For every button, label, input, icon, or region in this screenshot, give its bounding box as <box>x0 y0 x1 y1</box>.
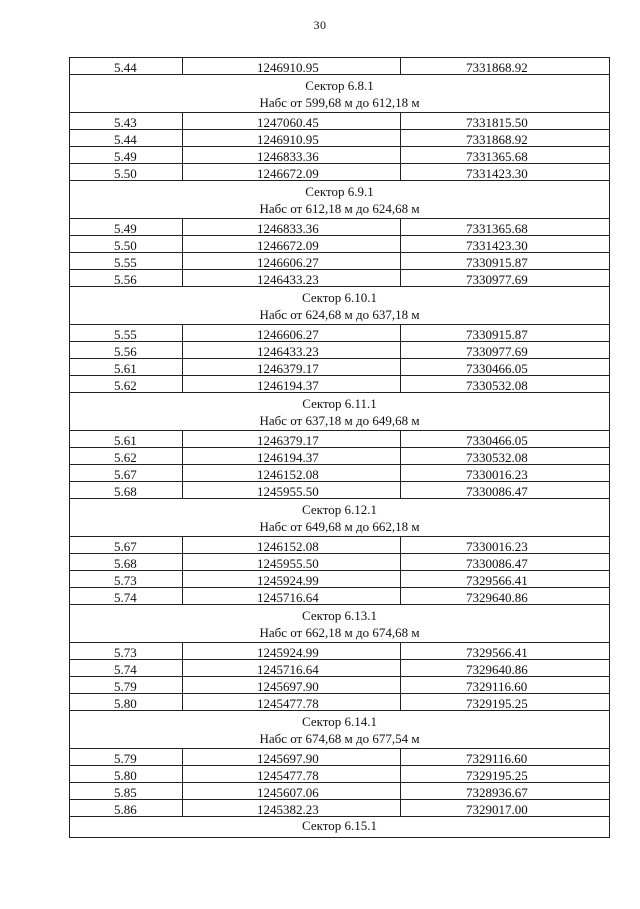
y-coordinate: 7330915.87 <box>401 325 610 342</box>
y-coordinate: 7330915.87 <box>401 253 610 270</box>
table-row <box>70 749 610 766</box>
y-coordinate: 7329640.86 <box>401 588 610 605</box>
y-coordinate: 7330466.05 <box>401 359 610 376</box>
point-number: 5.80 <box>70 694 183 711</box>
x-coordinate: 1245955.50 <box>183 482 401 499</box>
point-number: 5.74 <box>70 588 183 605</box>
table-row <box>70 147 610 164</box>
point-number: 5.80 <box>70 766 183 783</box>
y-coordinate: 7331423.30 <box>401 164 610 181</box>
table-row <box>70 342 610 359</box>
sector-height-range: Набс от 649,68 м до 662,18 м <box>259 518 420 534</box>
table-row <box>70 431 610 448</box>
x-coordinate: 1246379.17 <box>183 431 401 448</box>
sector-header <box>70 605 610 643</box>
y-coordinate: 7329566.41 <box>401 643 610 660</box>
point-number: 5.44 <box>70 58 183 75</box>
point-number: 5.55 <box>70 253 183 270</box>
x-coordinate: 1246152.08 <box>183 537 401 554</box>
point-number: 5.62 <box>70 376 183 393</box>
table-row <box>70 588 610 605</box>
table-row <box>70 800 610 817</box>
table-row <box>70 783 610 800</box>
point-number: 5.43 <box>70 113 183 130</box>
x-coordinate: 1246433.23 <box>183 270 401 287</box>
sector-header <box>70 393 610 431</box>
y-coordinate: 7329116.60 <box>401 677 610 694</box>
y-coordinate: 7331868.92 <box>401 58 610 75</box>
table-row <box>70 660 610 677</box>
sector-header-row <box>70 499 610 537</box>
point-number: 5.50 <box>70 236 183 253</box>
x-coordinate: 1247060.45 <box>183 113 401 130</box>
point-number: 5.73 <box>70 643 183 660</box>
point-number: 5.56 <box>70 270 183 287</box>
y-coordinate: 7329566.41 <box>401 571 610 588</box>
table-row <box>70 359 610 376</box>
x-coordinate: 1246672.09 <box>183 164 401 181</box>
sector-header-row <box>70 287 610 325</box>
x-coordinate: 1246833.36 <box>183 219 401 236</box>
y-coordinate: 7330016.23 <box>401 465 610 482</box>
point-number: 5.67 <box>70 537 183 554</box>
sector-height-range: Набс от 624,68 м до 637,18 м <box>259 306 420 322</box>
y-coordinate: 7331423.30 <box>401 236 610 253</box>
table-row <box>70 325 610 342</box>
x-coordinate: 1246433.23 <box>183 342 401 359</box>
table-row <box>70 113 610 130</box>
table-row <box>70 219 610 236</box>
sector-header <box>70 287 610 325</box>
table-row <box>70 571 610 588</box>
table-row <box>70 482 610 499</box>
table-row <box>70 164 610 181</box>
sector-header-row <box>70 181 610 219</box>
x-coordinate: 1246606.27 <box>183 253 401 270</box>
point-number: 5.79 <box>70 749 183 766</box>
table-row <box>70 130 610 147</box>
sector-height-range: Набс от 599,68 м до 612,18 м <box>259 94 420 110</box>
table-row <box>70 643 610 660</box>
point-number: 5.56 <box>70 342 183 359</box>
table-row <box>70 465 610 482</box>
y-coordinate: 7330977.69 <box>401 270 610 287</box>
table-row <box>70 554 610 571</box>
x-coordinate: 1246910.95 <box>183 58 401 75</box>
point-number: 5.86 <box>70 800 183 817</box>
sector-title: Сектор 6.14.1 <box>301 713 377 729</box>
sector-height-range: Набс от 637,18 м до 649,68 м <box>259 412 420 428</box>
sector-header <box>70 75 610 113</box>
y-coordinate: 7330086.47 <box>401 554 610 571</box>
sector-header <box>70 499 610 537</box>
y-coordinate: 7329017.00 <box>401 800 610 817</box>
x-coordinate: 1245924.99 <box>183 643 401 660</box>
point-number: 5.67 <box>70 465 183 482</box>
y-coordinate: 7330977.69 <box>401 342 610 359</box>
coordinate-table-body <box>70 58 610 838</box>
table-row <box>70 376 610 393</box>
table-row <box>70 694 610 711</box>
y-coordinate: 7330532.08 <box>401 448 610 465</box>
x-coordinate: 1246152.08 <box>183 465 401 482</box>
sector-title: Сектор 6.9.1 <box>305 183 374 199</box>
point-number: 5.61 <box>70 431 183 448</box>
y-coordinate: 7328936.67 <box>401 783 610 800</box>
point-number: 5.74 <box>70 660 183 677</box>
sector-header <box>70 711 610 749</box>
y-coordinate: 7330016.23 <box>401 537 610 554</box>
x-coordinate: 1245697.90 <box>183 677 401 694</box>
x-coordinate: 1246910.95 <box>183 130 401 147</box>
y-coordinate: 7329195.25 <box>401 694 610 711</box>
y-coordinate: 7331365.68 <box>401 219 610 236</box>
table-row <box>70 448 610 465</box>
sector-height-range: Набс от 674,68 м до 677,54 м <box>259 730 420 746</box>
x-coordinate: 1245716.64 <box>183 660 401 677</box>
table-row <box>70 766 610 783</box>
point-number: 5.85 <box>70 783 183 800</box>
y-coordinate: 7330532.08 <box>401 376 610 393</box>
sector-title: Сектор 6.11.1 <box>302 395 377 411</box>
sector-height-range: Набс от 662,18 м до 674,68 м <box>259 624 420 640</box>
sector-title: Сектор 6.10.1 <box>301 289 377 305</box>
point-number: 5.44 <box>70 130 183 147</box>
table-row <box>70 253 610 270</box>
sector-header-row <box>70 393 610 431</box>
sector-title: Сектор 6.15.1 <box>70 817 610 838</box>
point-number: 5.50 <box>70 164 183 181</box>
y-coordinate: 7331868.92 <box>401 130 610 147</box>
x-coordinate: 1245697.90 <box>183 749 401 766</box>
y-coordinate: 7329116.60 <box>401 749 610 766</box>
sector-header <box>70 181 610 219</box>
sector-header-row <box>70 605 610 643</box>
point-number: 5.61 <box>70 359 183 376</box>
sector-height-range: Набс от 612,18 м до 624,68 м <box>259 200 420 216</box>
x-coordinate: 1245382.23 <box>183 800 401 817</box>
point-number: 5.68 <box>70 554 183 571</box>
x-coordinate: 1245607.06 <box>183 783 401 800</box>
x-coordinate: 1246672.09 <box>183 236 401 253</box>
y-coordinate: 7329640.86 <box>401 660 610 677</box>
point-number: 5.49 <box>70 147 183 164</box>
page-number: 30 <box>313 18 327 32</box>
x-coordinate: 1246833.36 <box>183 147 401 164</box>
table-row <box>70 677 610 694</box>
table-row <box>70 236 610 253</box>
x-coordinate: 1245716.64 <box>183 588 401 605</box>
x-coordinate: 1245477.78 <box>183 766 401 783</box>
sector-title: Сектор 6.13.1 <box>301 607 377 623</box>
point-number: 5.62 <box>70 448 183 465</box>
y-coordinate: 7330086.47 <box>401 482 610 499</box>
x-coordinate: 1246194.37 <box>183 448 401 465</box>
sector-header-row <box>70 75 610 113</box>
point-number: 5.73 <box>70 571 183 588</box>
x-coordinate: 1245477.78 <box>183 694 401 711</box>
coordinate-table <box>69 57 610 838</box>
point-number: 5.49 <box>70 219 183 236</box>
x-coordinate: 1245955.50 <box>183 554 401 571</box>
x-coordinate: 1246606.27 <box>183 325 401 342</box>
table-row <box>70 270 610 287</box>
table-row <box>70 58 610 75</box>
sector-header-row <box>70 711 610 749</box>
point-number: 5.79 <box>70 677 183 694</box>
y-coordinate: 7331365.68 <box>401 147 610 164</box>
x-coordinate: 1245924.99 <box>183 571 401 588</box>
sector-header-row <box>70 817 610 838</box>
y-coordinate: 7330466.05 <box>401 431 610 448</box>
table-row <box>70 537 610 554</box>
point-number: 5.68 <box>70 482 183 499</box>
x-coordinate: 1246379.17 <box>183 359 401 376</box>
y-coordinate: 7331815.50 <box>401 113 610 130</box>
sector-title: Сектор 6.8.1 <box>305 77 374 93</box>
x-coordinate: 1246194.37 <box>183 376 401 393</box>
point-number: 5.55 <box>70 325 183 342</box>
y-coordinate: 7329195.25 <box>401 766 610 783</box>
sector-title: Сектор 6.12.1 <box>301 501 377 517</box>
